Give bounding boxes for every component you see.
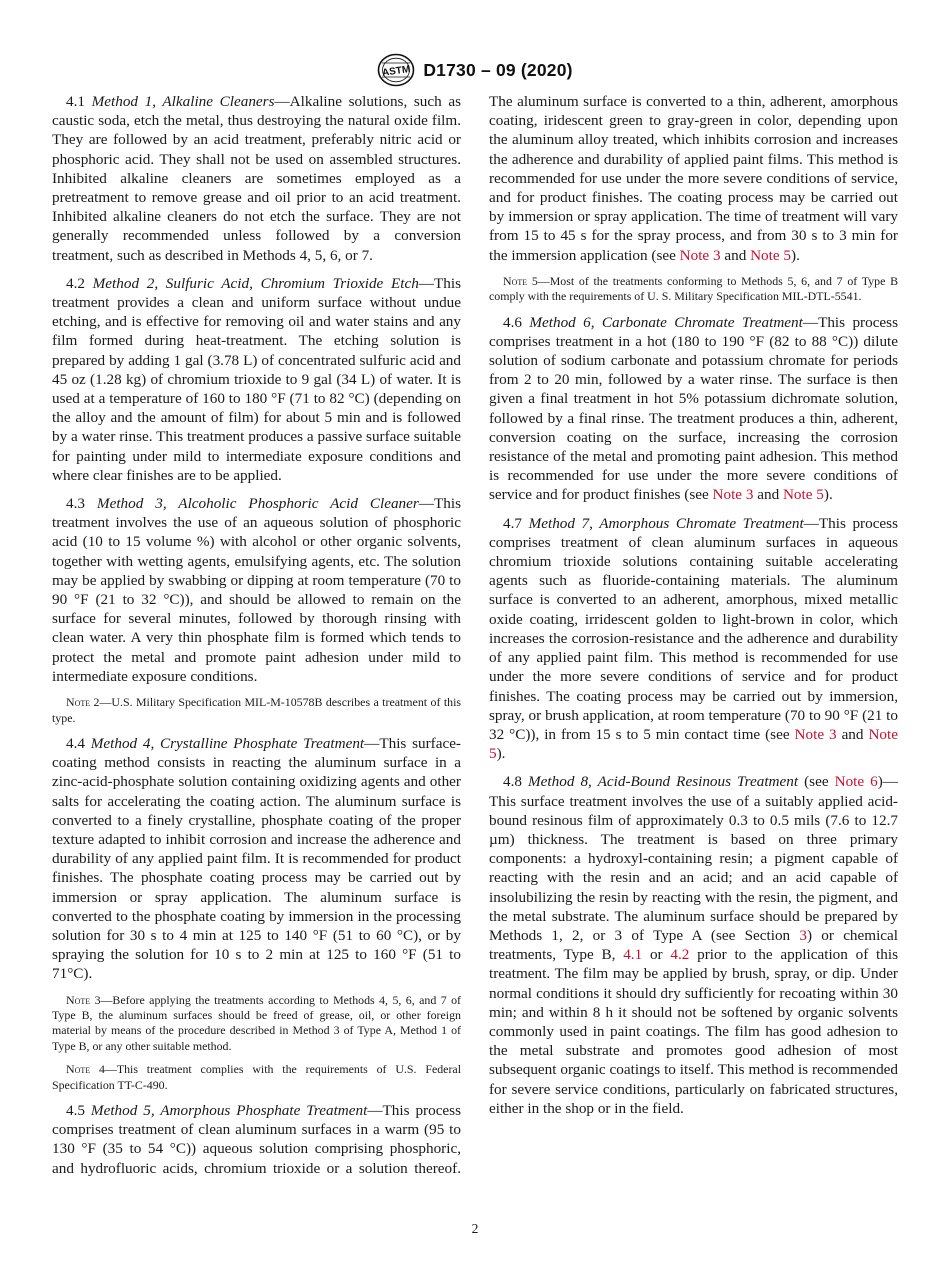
- note-label: Note: [66, 992, 91, 1007]
- note-text: 3—Before applying the treatments according to Methods 4, 5, 6, and 7 of Type B, the aluminum surfaces should be freed of grease, oil, or other foreign material by means of the procedure described in Method 3 of Type A, Method 1 of Type B, or any other suitable method.: [52, 992, 461, 1053]
- section-number: 4.4: [66, 734, 91, 752]
- section-number: 4.6: [503, 313, 530, 331]
- page-header: [0, 50, 950, 90]
- section-body: —Alkaline solutions, such as caustic soda, etch the metal, thus destroying the natural oxide film. They are followed by an acid treatment, preferably nitric acid or phosphoric acid. They shall not be used on assembled structures. Inhibited alkaline cleaners are sometimes employed as a pretreatment to remove grease and oil prior to an acid treatment. Inhibited alkaline cleaners do not etch the surface. They are not generally recommended unless followed by a conversion treatment, such as described in Methods 4, 5, 6, or 7.: [52, 93, 462, 264]
- section-body-b: ) or chemical treatments, Type B,: [489, 926, 898, 964]
- section-4-5: [52, 1101, 461, 1178]
- page-number: 2: [471, 1221, 479, 1236]
- section-4-1: [52, 92, 461, 265]
- section-body: —This treatment provides a clean and uniform surface without undue etching, and is effective for removing oil and water stains and any film formed during heat-treatment. The etching solution is prepared by adding 1 gal (3.78 L) of concentrated sulfuric acid and 45 oz (1.28 kg) of chromium trioxide to 9 gal (34 L) of water. It is used at a temperature of 160 to 180 °F (71 to 82 °C) (depending on the alloy and the amount of film) for about 5 min and is followed by a water rinse. This treatment produces a passive surface suitable for painting under mild to intermediate exposure conditions and where clear finishes are to be applied.: [52, 274, 461, 484]
- section-title: Method 3, Alcoholic Phosphoric Acid Cleaner: [96, 495, 419, 513]
- note-2: [52, 695, 461, 726]
- right-column: [489, 92, 898, 1127]
- section-number: 4.2: [66, 274, 93, 292]
- note-3-link[interactable]: Note 3: [679, 246, 721, 264]
- section-body-continued: The aluminum surface is converted to a thin, adherent, amorphous coating, iridescent green to gray-green in color, depending upon the aluminum alloy treated, which inhibits corrosion and increases the adherence and durability of applied paint films. This method is recommended for use under the more severe conditions of service, and for product finishes. The coating process may be carried out by immersion or spray application. The time of treatment will vary from 15 to 45 s for the spray process, and from 30 s to 3 min for the immersion application (see: [489, 93, 898, 264]
- note-text: 4—This treatment complies with the requirements of U.S. Federal Specification TT-C-490.: [52, 1062, 461, 1092]
- astm-logo-text: ASTM: [381, 64, 412, 79]
- section-title: Method 8, Acid-Bound Resinous Treatment: [528, 773, 799, 791]
- section-4-8: [489, 772, 898, 1118]
- section-number: 4.5: [66, 1101, 91, 1119]
- section-body: )—This surface treatment involves the use of a suitably applied acid-bound resinous film of approximately 0.3 to 0.5 mils (7.6 to 12.7 µm) thickness. The treatment is based on three primary components: a hydroxyl-containing resin; a pigment capable of reacting with the resin and an acid; and an acid capable of insolubilizing the resin by reacting with the resin, the pigment, and the metal substrate. The aluminum surface should be prepared by Methods 1, 2, or 3 of Type A (see Section: [489, 773, 899, 944]
- section-body: —This process comprises treatment of clean aluminum surfaces in a warm (95 to 130 °F (35 to 54 °C)) aqueous solution comprising phosphoric, and hydrofluoric acids, chromium trioxide or a solution thereof.: [52, 1101, 461, 1177]
- note-6-link[interactable]: Note 6: [834, 773, 878, 791]
- conjunction: or: [642, 946, 671, 964]
- note-3-link[interactable]: Note 3: [794, 725, 837, 743]
- left-column: [52, 92, 461, 1187]
- note-5: [489, 274, 898, 305]
- note-5-link[interactable]: Note 5: [782, 486, 824, 504]
- note-label: Note: [503, 273, 528, 288]
- section-body-c: prior to the application of this treatment. The film may be applied by brush, spray, or dip. Under normal conditions it should dry sufficiently for recoating within 30 min; and within 8 h it should not be softened by organic solvents commonly used in paint coatings. The film has good adhesion to the metal substrate and promotes good adhesion of most subsequent organic coatings to itself. This method is recommended for severe service conditions, particularly on fabricated structures, either in the shop or in the field.: [489, 946, 898, 1117]
- section-3-link[interactable]: 3: [799, 926, 807, 944]
- section-4-2-link[interactable]: 4.2: [670, 946, 690, 964]
- section-body: —This surface-coating method consists in reacting the aluminum surface in a zinc-acid-phosphate solution containing oxidizing agents and other salts for accelerating the coating action. The aluminum surface is converted to a finely crystalline, phosphate coating of the proper texture adapted to inhibit corrosion and increase the adherence and durability of any applied paint film. It is recommended for product finishes. The phosphate coating process may be carried out by immersion or spray application. The aluminum surface is converted to the phosphate coating by immersion in the processing solution for 30 s to 4 min at 125 to 140 °F (51 to 60 °C), or by spraying the solution for 10 s to 2 min at 125 to 160 °F (51 to 71°C).: [52, 734, 461, 983]
- section-title: Method 6, Carbonate Chromate Treatment: [529, 313, 803, 331]
- section-number: 4.3: [66, 495, 97, 513]
- section-4-1-link[interactable]: 4.1: [623, 946, 643, 964]
- see-text: (see: [798, 773, 835, 791]
- section-4-7: [489, 514, 898, 764]
- section-4-2: [52, 274, 461, 485]
- conjunction: and: [836, 725, 869, 743]
- astm-logo-icon: [377, 53, 415, 87]
- conjunction: and: [753, 486, 783, 504]
- section-4-5-continued: [489, 92, 898, 265]
- section-title: Method 7, Amorphous Chromate Treatment: [528, 514, 804, 532]
- note-5-link[interactable]: Note 5: [750, 246, 792, 264]
- note-5-link[interactable]: Note 5: [489, 725, 898, 763]
- section-4-6: [489, 313, 898, 505]
- sentence-end: ).: [823, 486, 833, 504]
- document-id: D1730 – 09 (2020): [423, 59, 573, 80]
- section-title: Method 5, Amorphous Phosphate Treatment: [90, 1101, 368, 1119]
- section-title: Method 2, Sulfuric Acid, Chromium Trioxide Etch: [92, 274, 419, 292]
- section-body: —This process comprises treatment in a hot (180 to 190 °F (82 to 88 °C)) dilute solution of sodium carbonate and potassium chromate for periods from 2 to 20 min, followed by a water rinse. The surface is then given a final treatment in hot 5% potassium dichromate solution, followed by a final rinse. The treatment produces a thin, adherent, conversion coating on the surface, increasing the corrosion resistance of the metal and promoting paint adhesion. This method is recommended for use under the more severe conditions of service and for product finishes (see: [489, 313, 898, 504]
- conjunction: and: [720, 246, 751, 264]
- section-body: —This treatment involves the use of an aqueous solution of phosphoric acid (10 to 15 volume %) with alcohol or other organic solvents, together with wetting agents, emulsifying agents, etc. The solution may be applied by swabbing or dipping at room temperature (70 to 90 °F (21 to 32 °C)), and should be allowed to remain on the surface for several minutes, followed by thorough rinsing with clean water. A very thin phosphate film is formed which tends to protect the metal and promote paint adhesion under mild to intermediate exposure conditions.: [52, 495, 461, 685]
- section-body: —This process comprises treatment of clean aluminum surfaces in aqueous chromium trioxide solutions containing suitable accelerating agents such as fluoride-containing materials. The aluminum surface is converted to an adherent, amorphous, mixed metallic oxide coating, irridescent golden to light-brown in color, which increases the corrosion-resistance and the adherence and durability of any applied paint film. This method is recommended for use under the more severe conditions of service and for product finishes. The coating process may be carried out by immersion, spray, or brush application, at room temperature (70 to 90 °F (21 to 32 °C)), in from 15 s to 5 min contact time (see: [489, 514, 898, 743]
- sentence-end: ).: [791, 246, 800, 264]
- note-label: Note: [66, 695, 91, 710]
- section-number: 4.1: [66, 93, 92, 110]
- note-text: 5—Most of the treatments conforming to Methods 5, 6, and 7 of Type B comply with the requirements of U. S. Military Specification MIL-DTL-5541.: [489, 273, 898, 304]
- sentence-end: ).: [496, 745, 506, 763]
- section-4-4: [52, 734, 461, 984]
- note-text: 2—U.S. Military Specification MIL-M-10578B describes a treatment of this type.: [52, 695, 461, 725]
- section-title: Method 4, Crystalline Phosphate Treatment: [90, 734, 365, 752]
- section-title: Method 1, Alkaline Cleaners: [91, 93, 275, 110]
- note-3: [52, 993, 461, 1055]
- note-label: Note: [66, 1062, 91, 1077]
- section-4-3: [52, 494, 461, 686]
- note-3-link[interactable]: Note 3: [712, 486, 754, 504]
- note-4: [52, 1062, 461, 1093]
- section-number: 4.8: [503, 773, 529, 791]
- section-number: 4.7: [503, 514, 529, 532]
